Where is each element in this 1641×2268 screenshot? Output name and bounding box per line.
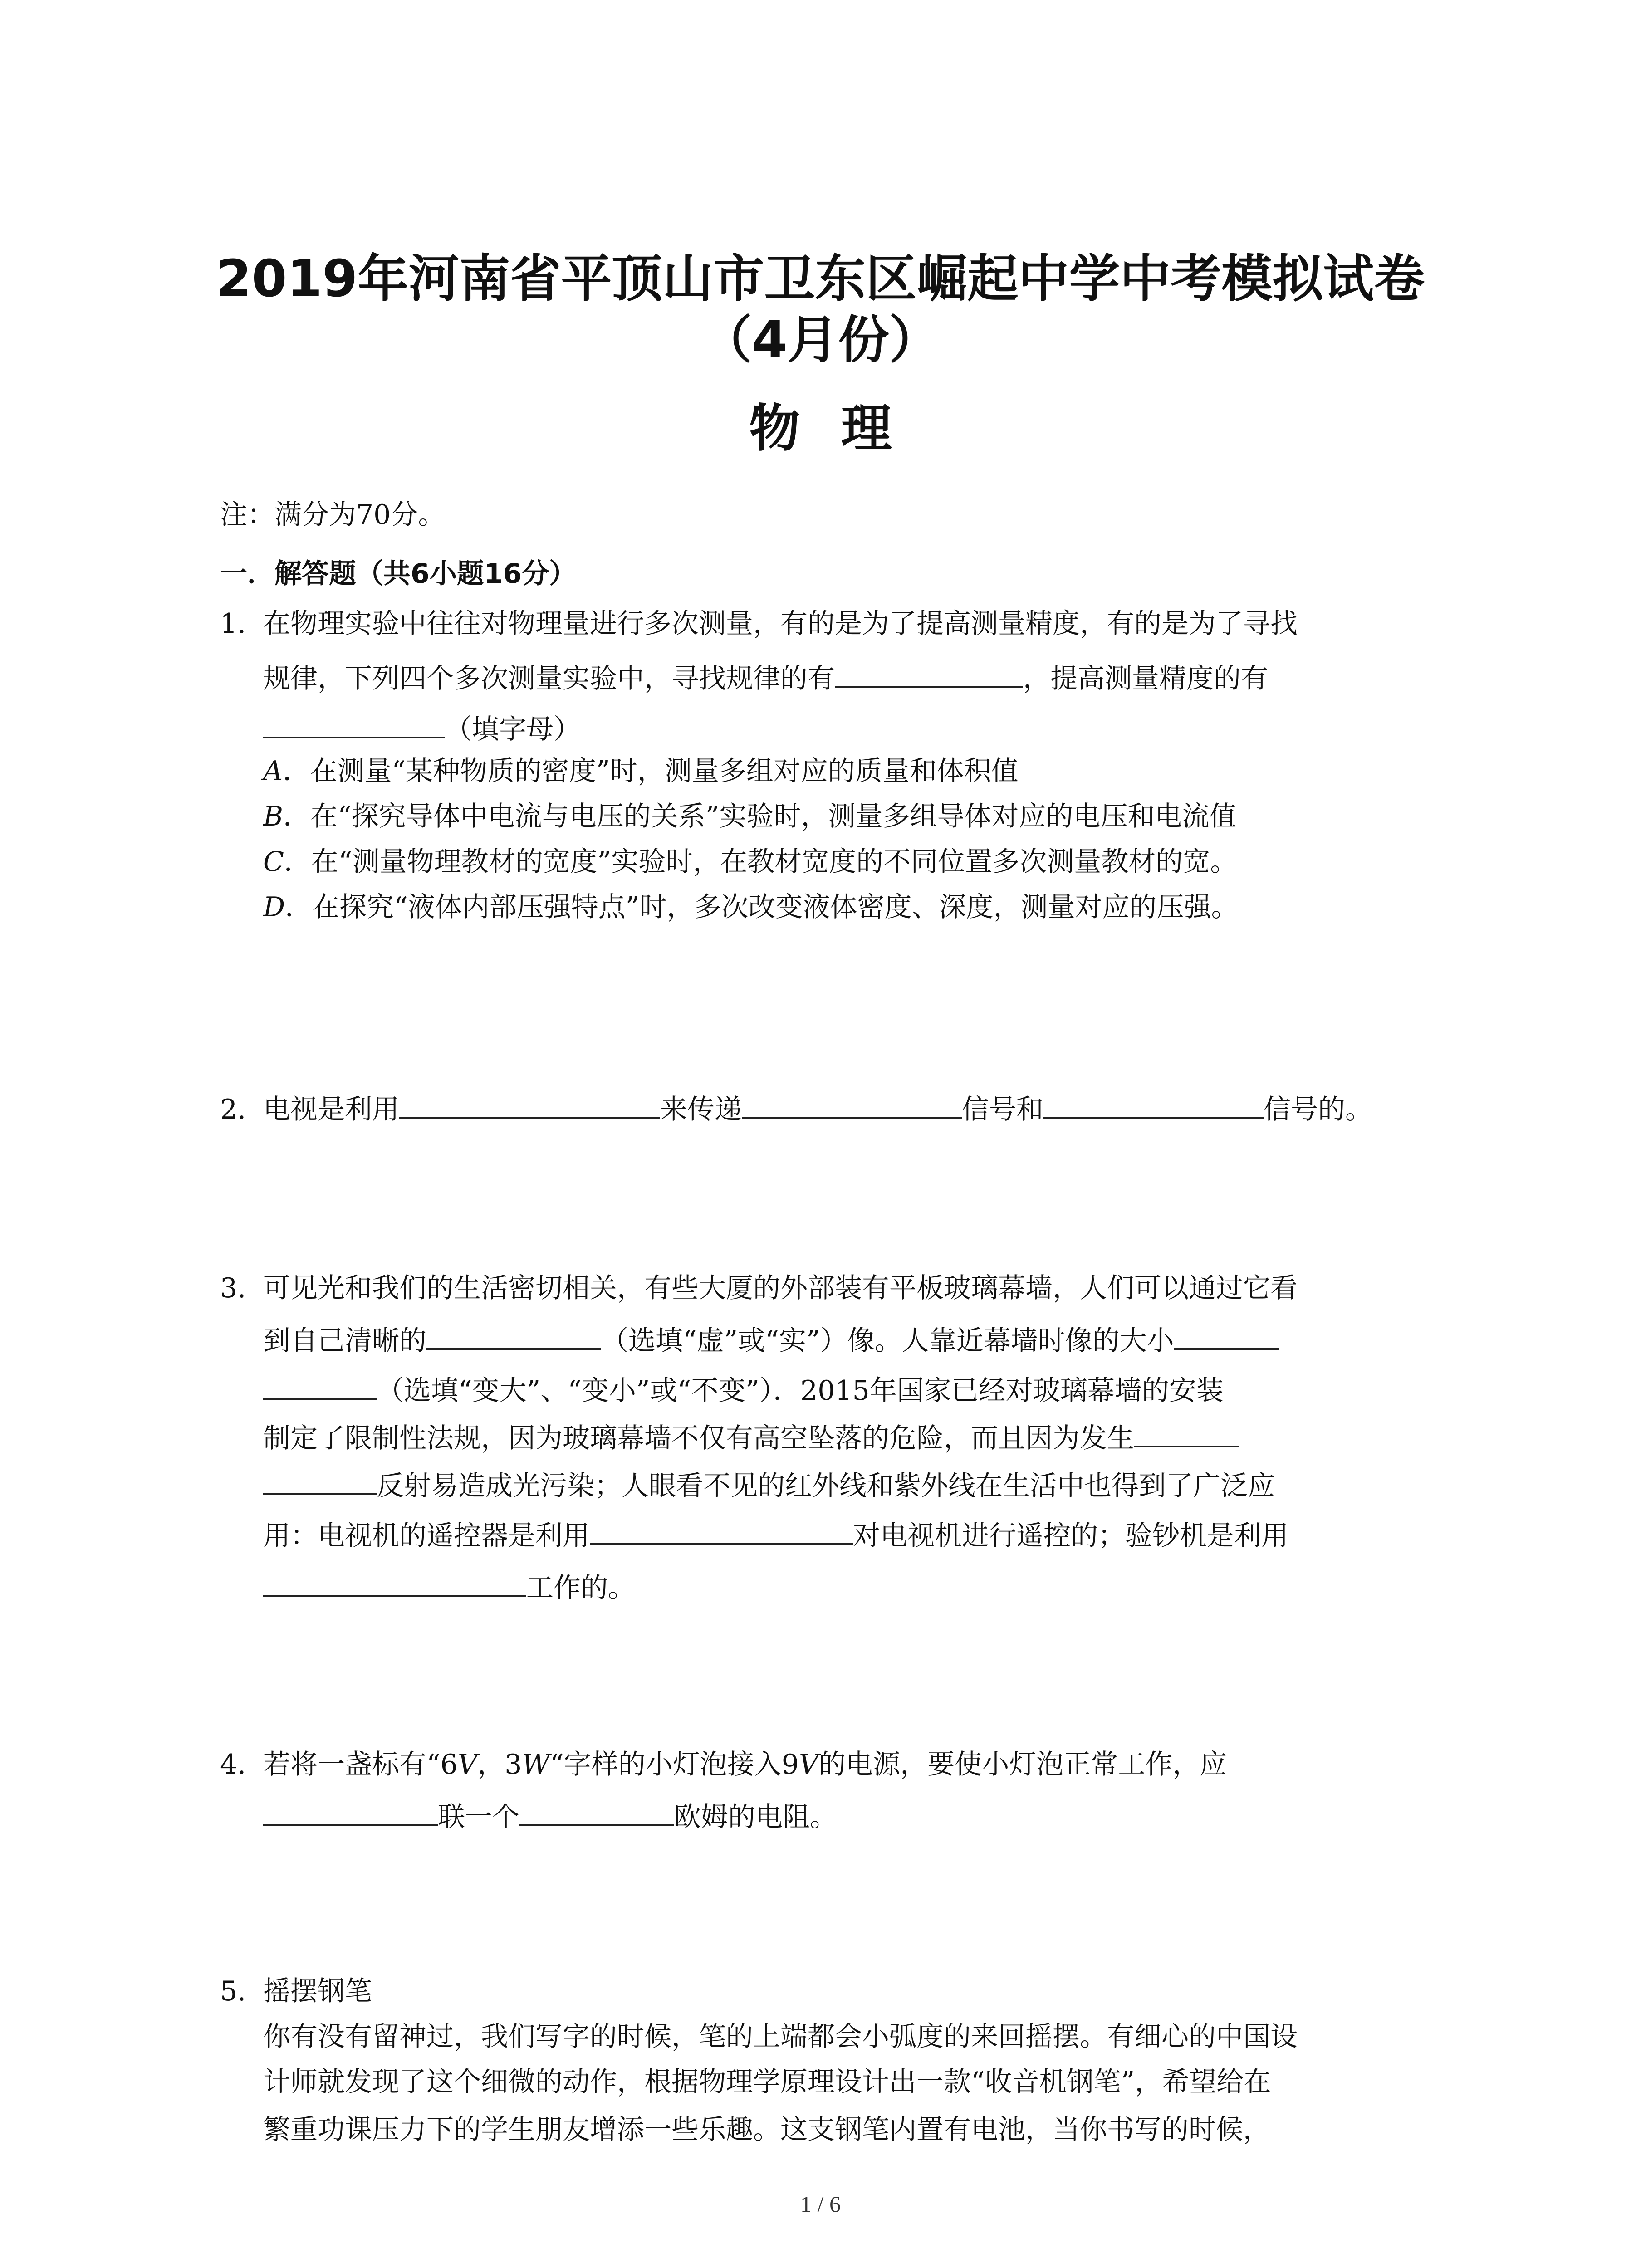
q4-blank-connection[interactable] (263, 1796, 438, 1826)
q5-number: 5. (220, 1975, 246, 2007)
q3-number: 3. (220, 1272, 246, 1304)
q1-option-a (263, 753, 1019, 789)
q4-unit-v2: V (798, 1749, 819, 1780)
q3-text-3: （选填“虚”或“实”）像。人靠近幕墙时像的大小 (601, 1325, 1174, 1357)
q3-line4 (263, 1418, 1239, 1457)
score-note: 注：满分为70分。 (220, 499, 446, 531)
q3-blank-size-a[interactable] (1174, 1320, 1279, 1350)
section-heading: 一．解答题（共6小题16分） (220, 558, 577, 590)
q3-text-4: （选填“变大”、“变小”或“不变”）．2015年国家已经对玻璃幕墙的安装 (377, 1375, 1224, 1407)
q1-option-a-text: ．在测量“某种物质的密度”时，测量多组对应的质量和体积值 (283, 755, 1019, 787)
q3-text-6: 反射易造成光污染；人眼看不见的红外线和紫外线在生活中也得到了广泛应 (377, 1470, 1275, 1502)
q1-option-c (263, 844, 1237, 880)
q3-text-2: 到自己清晰的 (263, 1325, 426, 1357)
q2-text-b: 来传递 (660, 1094, 742, 1125)
q4-line2 (263, 1796, 837, 1835)
q1-option-b-text: ．在“探究导体中电流与电压的关系”实验时，测量多组导体对应的电压和电流值 (283, 801, 1237, 832)
q5-line4: 繁重功课压力下的学生朋友增添一些乐趣。这支钢笔内置有电池，当你书写的时候， (263, 2114, 1270, 2146)
q4-text-3: “字样的小灯泡接入9 (550, 1749, 799, 1780)
q1-line1 (220, 606, 1298, 642)
q3-text-8: 对电视机进行遥控的；验钞机是利用 (853, 1520, 1288, 1552)
exam-title-line2: （4月份） (701, 311, 940, 370)
q3-line7 (263, 1567, 635, 1606)
q1-option-b-letter: B (263, 801, 284, 832)
q4-text-6: 欧姆的电阻。 (674, 1801, 837, 1833)
q2-blank-1[interactable] (399, 1089, 660, 1119)
q2-number: 2. (220, 1094, 246, 1125)
q3-line3 (263, 1370, 1224, 1409)
q4-text-1: 若将一盏标有“6 (263, 1749, 458, 1780)
q4-text-4: 的电源，要使小灯泡正常工作，应 (818, 1749, 1227, 1780)
q4-unit-v1: V (457, 1749, 478, 1780)
q3-line1 (220, 1270, 1298, 1306)
q1-option-d-text: ．在探究“液体内部压强特点”时，多次改变液体密度、深度，测量对应的压强。 (285, 891, 1239, 923)
page-number: 1 / 6 (800, 2191, 841, 2217)
q1-option-a-letter: A (263, 755, 283, 787)
q3-blank-remote[interactable] (590, 1515, 853, 1545)
q1-option-c-text: ．在“测量物理教材的宽度”实验时，在教材宽度的不同位置多次测量教材的宽。 (284, 846, 1238, 878)
q4-text-2: ，3 (477, 1749, 522, 1780)
q3-blank-size-b[interactable] (263, 1370, 377, 1400)
q1-number: 1. (220, 608, 246, 640)
q1-blank-precision[interactable] (263, 709, 445, 738)
q3-text-7: 用：电视机的遥控器是利用 (263, 1520, 590, 1552)
q2-blank-2[interactable] (742, 1089, 962, 1119)
q1-option-c-letter: C (263, 846, 284, 878)
q1-blank-pattern[interactable] (835, 658, 1023, 688)
q3-line2 (263, 1320, 1279, 1359)
q5-line3: 计师就发现了这个细微的动作，根据物理学原理设计出一款“收音机钢笔”，希望给在 (263, 2066, 1271, 2098)
q2-text-c: 信号和 (962, 1094, 1043, 1125)
q2-line (220, 1089, 1372, 1128)
q4-blank-resistance[interactable] (519, 1796, 674, 1826)
subject-heading: 物理 (749, 399, 933, 458)
q2-text-a: 电视是利用 (263, 1094, 399, 1125)
q2-blank-3[interactable] (1043, 1089, 1264, 1119)
q3-blank-reflection-b[interactable] (263, 1465, 377, 1495)
q1-line3 (263, 709, 581, 748)
q3-text-1: 可见光和我们的生活密切相关，有些大厦的外部装有平板玻璃幕墙，人们可以通过它看 (263, 1272, 1298, 1304)
q1-option-d-letter: D (263, 891, 285, 923)
q3-blank-image-type[interactable] (426, 1320, 601, 1350)
q1-line2 (263, 658, 1268, 697)
q1-text-line1: 在物理实验中往往对物理量进行多次测量，有的是为了提高测量精度，有的是为了寻找 (263, 608, 1298, 640)
q5-line1 (220, 1973, 372, 2009)
q2-text-d: 信号的。 (1264, 1094, 1372, 1125)
q1-text-line3: （填字母） (445, 714, 581, 745)
q3-blank-reflection-a[interactable] (1134, 1418, 1239, 1447)
q5-heading: 摇摆钢笔 (263, 1975, 372, 2007)
q5-line2: 你有没有留神过，我们写字的时候，笔的上端都会小弧度的来回摇摆。有细心的中国设 (263, 2021, 1298, 2053)
exam-title-line1: 2019年河南省平顶山市卫东区崛起中学中考模拟试卷 (216, 249, 1425, 308)
q3-text-9: 工作的。 (526, 1572, 635, 1604)
q3-line6 (263, 1515, 1288, 1554)
q3-text-5: 制定了限制性法规，因为玻璃幕墙不仅有高空坠落的危险，而且因为发生 (263, 1422, 1134, 1454)
q4-unit-w: W (522, 1749, 550, 1780)
q1-text-line2: 规律，下列四个多次测量实验中，寻找规律的有 (263, 663, 835, 694)
q4-number: 4. (220, 1749, 246, 1780)
q1-option-b (263, 798, 1236, 835)
q4-text-5: 联一个 (438, 1801, 519, 1833)
q3-blank-detector[interactable] (263, 1567, 526, 1597)
q4-line1 (220, 1746, 1227, 1783)
q3-line5 (263, 1465, 1275, 1504)
q1-option-d (263, 889, 1238, 925)
q1-text-line2b: ，提高测量精度的有 (1023, 663, 1268, 694)
